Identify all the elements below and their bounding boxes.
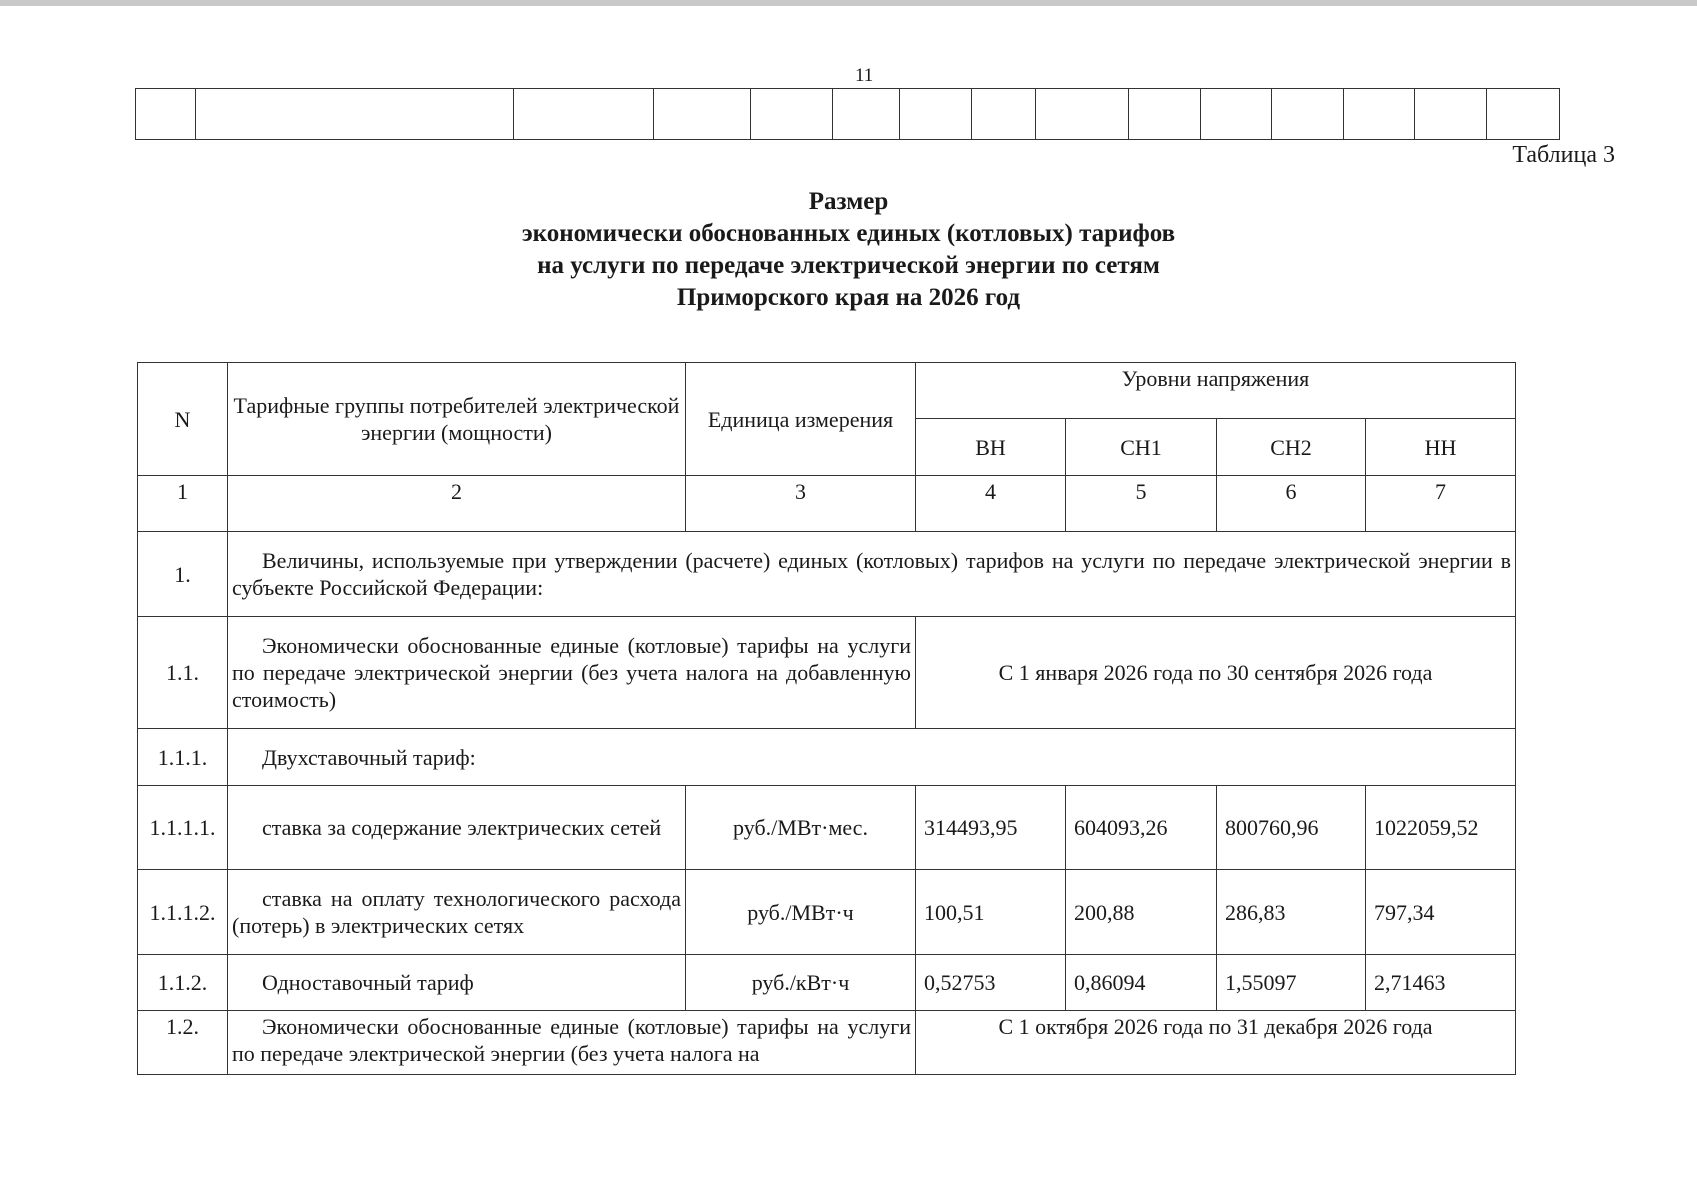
empty-cell — [833, 89, 900, 140]
column-number: 5 — [1066, 476, 1217, 532]
column-number: 3 — [686, 476, 916, 532]
row-number: 1. — [138, 532, 228, 617]
empty-cell — [1129, 89, 1201, 140]
table-row — [138, 955, 1516, 1011]
page-number: 11 — [855, 65, 874, 86]
header-unit: Единица измерения — [686, 363, 916, 476]
title-line: на услуги по передаче электрической энергии по сетям — [537, 252, 1160, 279]
unit: руб./кВт·ч — [686, 955, 916, 1011]
scan-top-edge — [0, 0, 1697, 6]
row-text: Одноставочный тариф — [228, 955, 686, 1011]
row-text: Экономически обоснованные единые (котловые) тарифы на услуги по передаче электрической энергии (без учета налога на добавленную стоимость) — [228, 617, 916, 729]
row-text: Экономически обоснованные единые (котловые) тарифы на услуги по передаче электрической энергии (без учета налога на — [228, 1011, 916, 1075]
header-n: N — [138, 363, 228, 476]
value-sn1: 604093,26 — [1066, 786, 1217, 870]
value-vn: 100,51 — [916, 870, 1066, 955]
value-vn: 0,52753 — [916, 955, 1066, 1011]
empty-cell — [751, 89, 833, 140]
row-number: 1.1. — [138, 617, 228, 729]
empty-cell — [1344, 89, 1415, 140]
row-text: Двухставочный тариф: — [228, 729, 1516, 786]
empty-cell — [514, 89, 654, 140]
empty-cell — [654, 89, 751, 140]
empty-cell — [1415, 89, 1487, 140]
row-text: Величины, используемые при утверждении (расчете) единых (котловых) тарифов на услуги по передаче электрической энергии в субъекте Российской Федерации: — [228, 532, 1516, 617]
table-row — [138, 870, 1516, 955]
header-level-nn: НН — [1366, 419, 1516, 476]
table-label: Таблица 3 — [1512, 142, 1615, 168]
unit: руб./МВт·ч — [686, 870, 916, 955]
column-number: 6 — [1217, 476, 1366, 532]
table-row — [138, 532, 1516, 617]
value-nn: 2,71463 — [1366, 955, 1516, 1011]
column-number: 2 — [228, 476, 686, 532]
header-groups: Тарифные группы потребителей электрической энергии (мощности) — [228, 363, 686, 476]
value-vn: 314493,95 — [916, 786, 1066, 870]
header-level-vn: ВН — [916, 419, 1066, 476]
empty-cell — [1201, 89, 1272, 140]
column-number: 7 — [1366, 476, 1516, 532]
value-sn2: 1,55097 — [1217, 955, 1366, 1011]
period: С 1 октября 2026 года по 31 декабря 2026 года — [916, 1011, 1516, 1075]
table-row — [138, 786, 1516, 870]
row-text: ставка на оплату технологического расхода (потерь) в электрических сетях — [228, 870, 686, 955]
empty-cell — [136, 89, 196, 140]
value-sn1: 200,88 — [1066, 870, 1217, 955]
header-level-sn1: СН1 — [1066, 419, 1217, 476]
row-number: 1.2. — [138, 1011, 228, 1075]
empty-cell — [972, 89, 1036, 140]
table-row — [138, 1011, 1516, 1075]
column-number: 4 — [916, 476, 1066, 532]
column-number: 1 — [138, 476, 228, 532]
empty-cell — [1272, 89, 1344, 140]
unit: руб./МВт·мес. — [686, 786, 916, 870]
empty-cell — [1036, 89, 1129, 140]
row-number: 1.1.1.1. — [138, 786, 228, 870]
empty-cell — [1487, 89, 1560, 140]
tariff-table — [137, 362, 1516, 1075]
value-nn: 1022059,52 — [1366, 786, 1516, 870]
title-line: Приморского края на 2026 год — [676, 284, 1021, 311]
empty-cell — [196, 89, 514, 140]
period: С 1 января 2026 года по 30 сентября 2026 года — [916, 617, 1516, 729]
value-sn1: 0,86094 — [1066, 955, 1217, 1011]
row-number: 1.1.1. — [138, 729, 228, 786]
value-nn: 797,34 — [1366, 870, 1516, 955]
header-level-sn2: СН2 — [1217, 419, 1366, 476]
empty-cell — [900, 89, 972, 140]
value-sn2: 286,83 — [1217, 870, 1366, 955]
value-sn2: 800760,96 — [1217, 786, 1366, 870]
row-number: 1.1.1.2. — [138, 870, 228, 955]
row-number: 1.1.2. — [138, 955, 228, 1011]
title-line: экономически обоснованных единых (котловых) тарифов — [521, 220, 1176, 247]
title-line: Размер — [808, 188, 889, 215]
row-text: ставка за содержание электрических сетей — [228, 786, 686, 870]
table-row — [138, 729, 1516, 786]
header-voltage-levels: Уровни напряжения — [916, 363, 1516, 419]
document-title — [0, 186, 1697, 314]
previous-table-fragment — [135, 88, 1560, 140]
table-row — [138, 617, 1516, 729]
